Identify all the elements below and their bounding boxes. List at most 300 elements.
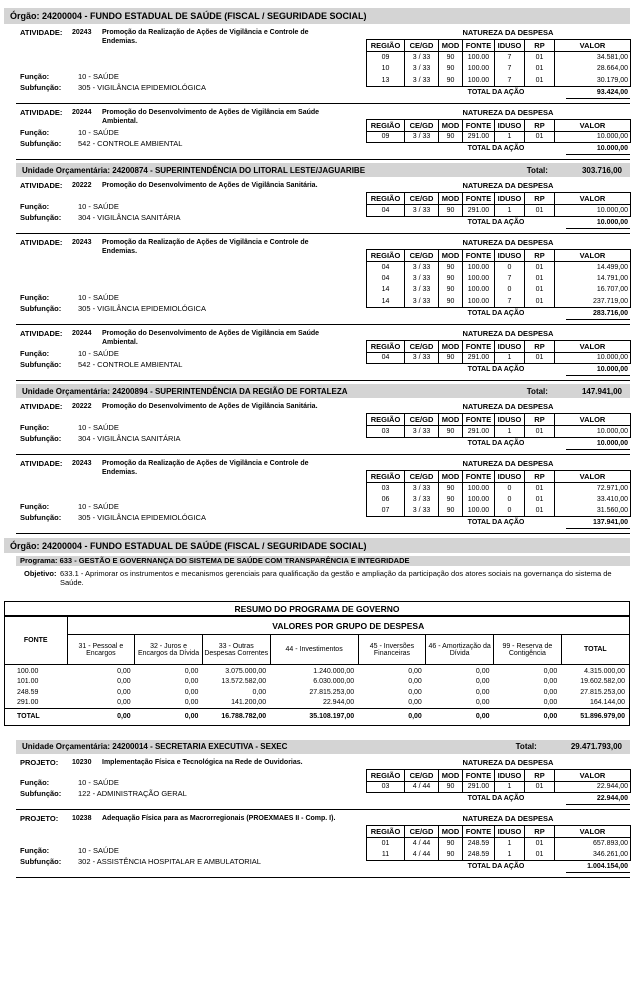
subfuncao-label: Subfunção: [20,513,62,522]
despesa-table [366,470,631,518]
resumo-cell: 100.00 [17,668,39,676]
acao-code: 20243 [72,29,92,36]
section-4 [0,757,634,879]
despesa-table [366,769,631,794]
cell: 3 / 33 [405,352,439,364]
acao-code: 20222 [72,403,92,410]
cell: 90 [439,63,463,75]
funcao-value: 10 - SAÚDE [78,422,119,432]
acao-desc: Adequação Física para as Macrorregionais (PROEXMAES II - Comp. I). [102,815,336,822]
table-row [367,352,631,364]
acao-block [16,757,630,805]
resumo-cell: 27.815.253,00 [580,688,625,696]
total-acao-value: 22.944,00 [566,793,630,805]
cell: 33.410,00 [555,494,631,506]
resumo-cell: 4.315.000,00 [584,668,625,676]
funcao-label: Função: [20,778,50,787]
col-fonte: FONTE [463,249,495,261]
funcao-label: Função: [20,201,50,211]
section-3 [0,401,634,534]
cell: 291.00 [463,131,495,143]
acao-desc: Promoção do Desenvolvimento de Ações de Vigilância em Saúde Ambiental. [102,329,320,346]
col-mod: MOD [439,470,463,482]
col-mod: MOD [439,769,463,781]
cell: 100.00 [463,482,495,494]
grupo-col-header: 31 - Pessoal e Encargos [67,635,135,665]
table-row [367,426,631,438]
col-cegd: CE/GD [405,119,439,131]
unidade-title: Unidade Orçamentária: 24200874 - SUPERINTENDÊNCIA DO LITORAL LESTE/JAGUARIBE [22,165,366,175]
table-row [367,284,631,296]
cell: 1 [495,205,525,217]
grupo-col-header: 32 - Juros e Encargos da Dívida [135,635,203,665]
total-acao-label: TOTAL DA AÇÃO [467,439,525,447]
cell: 22.944,00 [555,781,631,793]
acao-label: PROJETO: [20,814,59,823]
cell: 06 [367,494,405,506]
col-mod: MOD [439,40,463,52]
col-cegd: CE/GD [405,249,439,261]
funcao-label: Função: [20,292,50,302]
natureza-title: NATUREZA DA DESPESA [462,328,554,338]
col-mod: MOD [439,249,463,261]
cell: 01 [525,52,555,64]
resumo-cell: 101.00 [17,677,39,685]
col-regiao: REGIÃO [367,470,405,482]
col-valor: VALOR [555,826,631,838]
despesa-table [366,340,631,365]
resumo-cell: 0,00 [184,688,199,696]
acao-desc: Promoção da Realização de Ações de Vigilância e Controle de Endemias. [102,459,309,476]
col-cegd: CE/GD [405,414,439,426]
resumo-total-cell: 0,00 [67,709,135,725]
cell: 28.664,00 [555,63,631,75]
total-acao-label: TOTAL DA AÇÃO [467,366,525,373]
total-acao-value: 10.000,00 [566,143,630,155]
resumo-cell: 0,00 [475,699,490,707]
total-label: Total: [526,386,548,396]
funcao-row [20,422,119,433]
total-acao [366,87,630,99]
orgao-header [4,8,630,24]
cell: 100.00 [463,273,495,285]
total-acao-value: 10.000,00 [566,364,630,376]
col-regiao: REGIÃO [367,193,405,205]
cell: 657.893,00 [555,838,631,850]
cell: 291.00 [463,426,495,438]
cell: 01 [525,296,555,308]
subfuncao-value: 304 - VIGILÂNCIA SANITÁRIA [78,433,181,443]
funcao-row [20,201,119,212]
cell: 0 [495,505,525,517]
acao-desc: Promoção do Desenvolvimento de Ações de Vigilância em Saúde Ambiental. [102,108,320,125]
col-fonte: FONTE [463,769,495,781]
cell: 01 [525,426,555,438]
col-rp: RP [525,40,555,52]
acao-title [20,181,370,190]
resumo-total-cell: 51.896.979,00 [561,709,629,725]
resumo-cell: 0,00 [184,699,199,707]
cell: 3 / 33 [405,494,439,506]
resumo-cell: 0,00 [543,668,558,676]
separator [16,159,630,160]
subfuncao-row [20,512,206,523]
subfuncao-label: Subfunção: [20,857,62,866]
cell: 11 [367,849,405,861]
cell: 01 [525,849,555,861]
natureza-despesa [366,237,630,320]
natureza-despesa [366,107,630,156]
table-row [367,505,631,517]
cell: 3 / 33 [405,505,439,517]
subfuncao-row [20,138,182,149]
total-acao-label: TOTAL DA AÇÃO [467,795,525,802]
grupo-col-header: TOTAL [561,635,629,665]
natureza-despesa [366,458,630,530]
cell: 3 / 33 [405,52,439,64]
total-acao-value: 93.424,00 [566,87,630,99]
resumo-cell: 0,00 [184,677,199,685]
programa-header: Programa: 633 - GESTÃO E GOVERNANÇA DO SISTEMA DE SAÚDE COM TRANSPARÊNCIA E INTEGRIDADE [16,556,630,566]
unidade-title: Unidade Orçamentária: 24200894 - SUPERINTENDÊNCIA DA REGIÃO DE FORTALEZA [22,386,348,396]
total-acao-label: TOTAL DA AÇÃO [467,519,525,526]
cell: 7 [495,296,525,308]
natureza-title: NATUREZA DA DESPESA [462,237,554,247]
acao-label: ATIVIDADE: [20,458,63,468]
natureza-title: NATUREZA DA DESPESA [462,181,554,190]
col-valor: VALOR [555,470,631,482]
resumo-cell: 27.815.253,00 [309,688,355,696]
cell: 3 / 33 [405,75,439,87]
cell: 3 / 33 [405,426,439,438]
total-acao-value: 10.000,00 [566,217,630,229]
natureza-title: NATUREZA DA DESPESA [462,757,554,767]
grupo-col-header: 44 - Investimentos [270,635,358,665]
resumo-total-cell: 35.108.197,00 [270,709,358,725]
cell: 100.00 [463,63,495,75]
table-row [367,838,631,850]
subfuncao-value: 542 - CONTROLE AMBIENTAL [78,139,183,148]
cell: 10 [367,63,405,75]
cell: 90 [439,352,463,364]
table-row [367,75,631,87]
funcao-value: 10 - SAÚDE [78,201,119,211]
total-acao [366,861,630,873]
resumo-cell: 1.240.000,00 [313,668,355,676]
cell: 7 [495,75,525,87]
funcao-label: Função: [20,128,50,137]
cell: 90 [439,781,463,793]
cell: 34.581,00 [555,52,631,64]
col-iduso: IDUSO [495,769,525,781]
cell: 3 / 33 [405,205,439,217]
resumo-cell: 141.200,00 [231,699,267,707]
subfuncao-value: 305 - VIGILÂNCIA EPIDEMIOLÓGICA [78,513,206,522]
natureza-title: NATUREZA DA DESPESA [462,458,554,468]
cell: 90 [439,494,463,506]
col-rp: RP [525,414,555,426]
col-mod: MOD [439,414,463,426]
funcao-value: 10 - SAÚDE [78,292,119,302]
funcao-label: Função: [20,846,50,855]
cell: 01 [525,63,555,75]
cell: 291.00 [463,352,495,364]
resumo-cell: 0,00 [408,677,422,685]
cell: 1 [495,352,525,364]
cell: 346.261,00 [555,849,631,861]
funcao-row [20,71,119,82]
total-acao-label: TOTAL DA AÇÃO [467,145,525,152]
cell: 01 [525,494,555,506]
natureza-despesa [366,328,630,377]
table-row [367,273,631,285]
total-acao [366,364,630,376]
cell: 31.560,00 [555,505,631,517]
acao-block [16,458,630,529]
resumo-cell: 19.602.582,00 [580,677,625,685]
grupo-col-header: 46 - Amortização da Dívida [426,635,494,665]
acao-code: 10230 [72,758,92,766]
cell: 7 [495,52,525,64]
col-valor: VALOR [555,193,631,205]
fonte-header: FONTE [5,617,67,665]
total-label: Total: [526,165,548,175]
cell: 01 [525,261,555,273]
cell: 3 / 33 [405,273,439,285]
funcao-label: Função: [20,349,50,358]
cell: 01 [525,838,555,850]
acao-desc: Promoção da Realização de Ações de Vigilância e Controle de Endemias. [102,238,309,255]
despesa-table [366,825,631,861]
total-acao-value: 1.004.154,00 [566,861,630,873]
acao-label: PROJETO: [20,757,59,767]
cell: 100.00 [463,52,495,64]
unidade-total: 303.716,00 [581,165,622,175]
acao-label: ATIVIDADE: [20,237,63,247]
col-valor: VALOR [555,414,631,426]
cell: 90 [439,849,463,861]
cell: 90 [439,52,463,64]
cell: 3 / 33 [405,284,439,296]
acao-title [20,329,370,347]
acao-code: 20222 [72,182,92,189]
col-iduso: IDUSO [495,826,525,838]
subfuncao-row [20,856,261,867]
col-rp: RP [525,249,555,261]
natureza-despesa [366,27,630,99]
cell: 01 [367,838,405,850]
resumo-cell: 0,00 [408,668,422,676]
table-row [367,261,631,273]
resumo-cell: 164.144,00 [589,699,625,707]
natureza-title: NATUREZA DA DESPESA [462,814,554,823]
col-rp: RP [525,193,555,205]
table-row [367,494,631,506]
funcao-value: 10 - SAÚDE [78,349,119,358]
natureza-despesa [366,401,630,450]
subfuncao-value: 305 - VIGILÂNCIA EPIDEMIOLÓGICA [78,82,206,92]
separator [16,877,630,878]
subfuncao-label: Subfunção: [20,303,62,313]
subfuncao-label: Subfunção: [20,139,62,148]
acao-title [20,459,370,477]
separator [16,380,630,381]
funcao-row [20,845,119,856]
unidade-header [16,740,630,754]
cell: 30.179,00 [555,75,631,87]
col-iduso: IDUSO [495,470,525,482]
table-row [367,296,631,308]
acao-block [16,813,630,872]
separator [16,103,630,104]
acao-title [20,814,370,823]
resumo-row [5,698,629,709]
cell: 13 [367,75,405,87]
cell: 03 [367,482,405,494]
acao-title [20,238,370,256]
despesa-table [366,39,631,87]
unidade-title: Unidade Orçamentária: 24200014 - SECRETARIA EXECUTIVA - SEXEC [22,742,288,751]
resumo-row [5,676,629,687]
resumo-cell: 0,00 [543,688,558,696]
grupo-col-header: 33 - Outras Despesas Correntes [202,635,270,665]
funcao-value: 10 - SAÚDE [78,128,119,137]
cell: 1 [495,426,525,438]
resumo-total-cell: 16.788.782,00 [202,709,270,725]
natureza-despesa [366,180,630,229]
subfuncao-value: 542 - CONTROLE AMBIENTAL [78,360,183,369]
col-iduso: IDUSO [495,40,525,52]
despesa-table [366,249,631,308]
col-mod: MOD [439,340,463,352]
col-cegd: CE/GD [405,340,439,352]
cell: 248.59 [463,849,495,861]
col-cegd: CE/GD [405,193,439,205]
natureza-title: NATUREZA DA DESPESA [462,402,554,411]
acao-label: ATIVIDADE: [20,181,63,190]
total-acao [366,793,630,805]
col-regiao: REGIÃO [367,826,405,838]
funcao-row [20,348,119,359]
objetivo-label: Objetivo: [24,569,57,578]
col-regiao: REGIÃO [367,340,405,352]
cell: 3 / 33 [405,63,439,75]
section-2 [0,180,634,381]
cell: 01 [525,273,555,285]
cell: 4 / 44 [405,849,439,861]
subfuncao-label: Subfunção: [20,789,62,798]
cell: 01 [525,505,555,517]
cell: 1 [495,849,525,861]
cell: 90 [439,261,463,273]
subfuncao-row [20,82,206,93]
col-fonte: FONTE [463,826,495,838]
cell: 01 [525,131,555,143]
subfuncao-value: 302 - ASSISTÊNCIA HOSPITALAR E AMBULATORIAL [78,857,261,866]
resumo-total-cell: 0,00 [426,709,494,725]
acao-title [20,28,370,46]
table-row [367,205,631,217]
acao-desc: Promoção da Realização de Ações de Vigilância e Controle de Endemias. [102,29,309,45]
subfuncao-label: Subfunção: [20,212,62,222]
orgao-header [4,538,630,553]
orgao-title: Órgão: 24200004 - FUNDO ESTADUAL DE SAÚDE (FISCAL / SEGURIDADE SOCIAL) [10,11,367,21]
funcao-label: Função: [20,71,50,81]
cell: 72.971,00 [555,482,631,494]
cell: 90 [439,505,463,517]
resumo-row [5,665,629,676]
resumo-cell: 0,00 [117,677,131,685]
table-row [367,781,631,793]
funcao-label: Função: [20,422,50,432]
funcao-row [20,127,119,138]
cell: 3 / 33 [405,482,439,494]
subfuncao-value: 304 - VIGILÂNCIA SANITÁRIA [78,212,181,222]
resumo-cell: 0,00 [117,668,131,676]
natureza-title: NATUREZA DA DESPESA [462,107,554,117]
unidade-header [16,384,630,398]
cell: 1 [495,131,525,143]
total-acao-label: TOTAL DA AÇÃO [467,218,525,226]
col-regiao: REGIÃO [367,119,405,131]
resumo-total-cell: 0,00 [135,709,203,725]
col-fonte: FONTE [463,40,495,52]
cell: 90 [439,482,463,494]
funcao-value: 10 - SAÚDE [78,778,119,787]
resumo-programa [4,601,630,726]
subfuncao-row [20,359,182,370]
acao-desc: Promoção do Desenvolvimento de Ações de Vigilância Sanitária. [102,403,318,410]
col-rp: RP [525,119,555,131]
resumo-table [5,616,629,725]
unidade-total: 29.471.793,00 [570,742,622,751]
cell: 291.00 [463,781,495,793]
resumo-cell: 0,00 [543,677,558,685]
acao-block [16,401,630,449]
subfuncao-value: 305 - VIGILÂNCIA EPIDEMIOLÓGICA [78,303,206,313]
subfuncao-row [20,303,206,314]
cell: 14.499,00 [555,261,631,273]
acao-label: ATIVIDADE: [20,28,63,37]
cell: 0 [495,482,525,494]
resumo-cell: 0,00 [475,688,490,696]
resumo-total-cell: TOTAL [5,709,67,725]
subfuncao-value: 122 - ADMINISTRAÇÃO GERAL [78,789,187,798]
col-rp: RP [525,769,555,781]
col-fonte: FONTE [463,193,495,205]
col-mod: MOD [439,826,463,838]
separator [16,533,630,534]
cell: 90 [439,205,463,217]
grupo-header: VALORES POR GRUPO DE DESPESA [67,617,629,635]
col-cegd: CE/GD [405,40,439,52]
acao-block [16,27,630,98]
cell: 90 [439,838,463,850]
cell: 237.719,00 [555,296,631,308]
cell: 04 [367,205,405,217]
col-valor: VALOR [555,119,631,131]
unidade-total: 147.941,00 [581,386,622,396]
cell: 7 [495,273,525,285]
separator [16,324,630,325]
cell: 90 [439,131,463,143]
cell: 0 [495,494,525,506]
total-acao [366,517,630,529]
subfuncao-label: Subfunção: [20,433,62,443]
resumo-total-row [5,709,629,725]
col-fonte: FONTE [463,119,495,131]
section-1 [0,27,634,160]
